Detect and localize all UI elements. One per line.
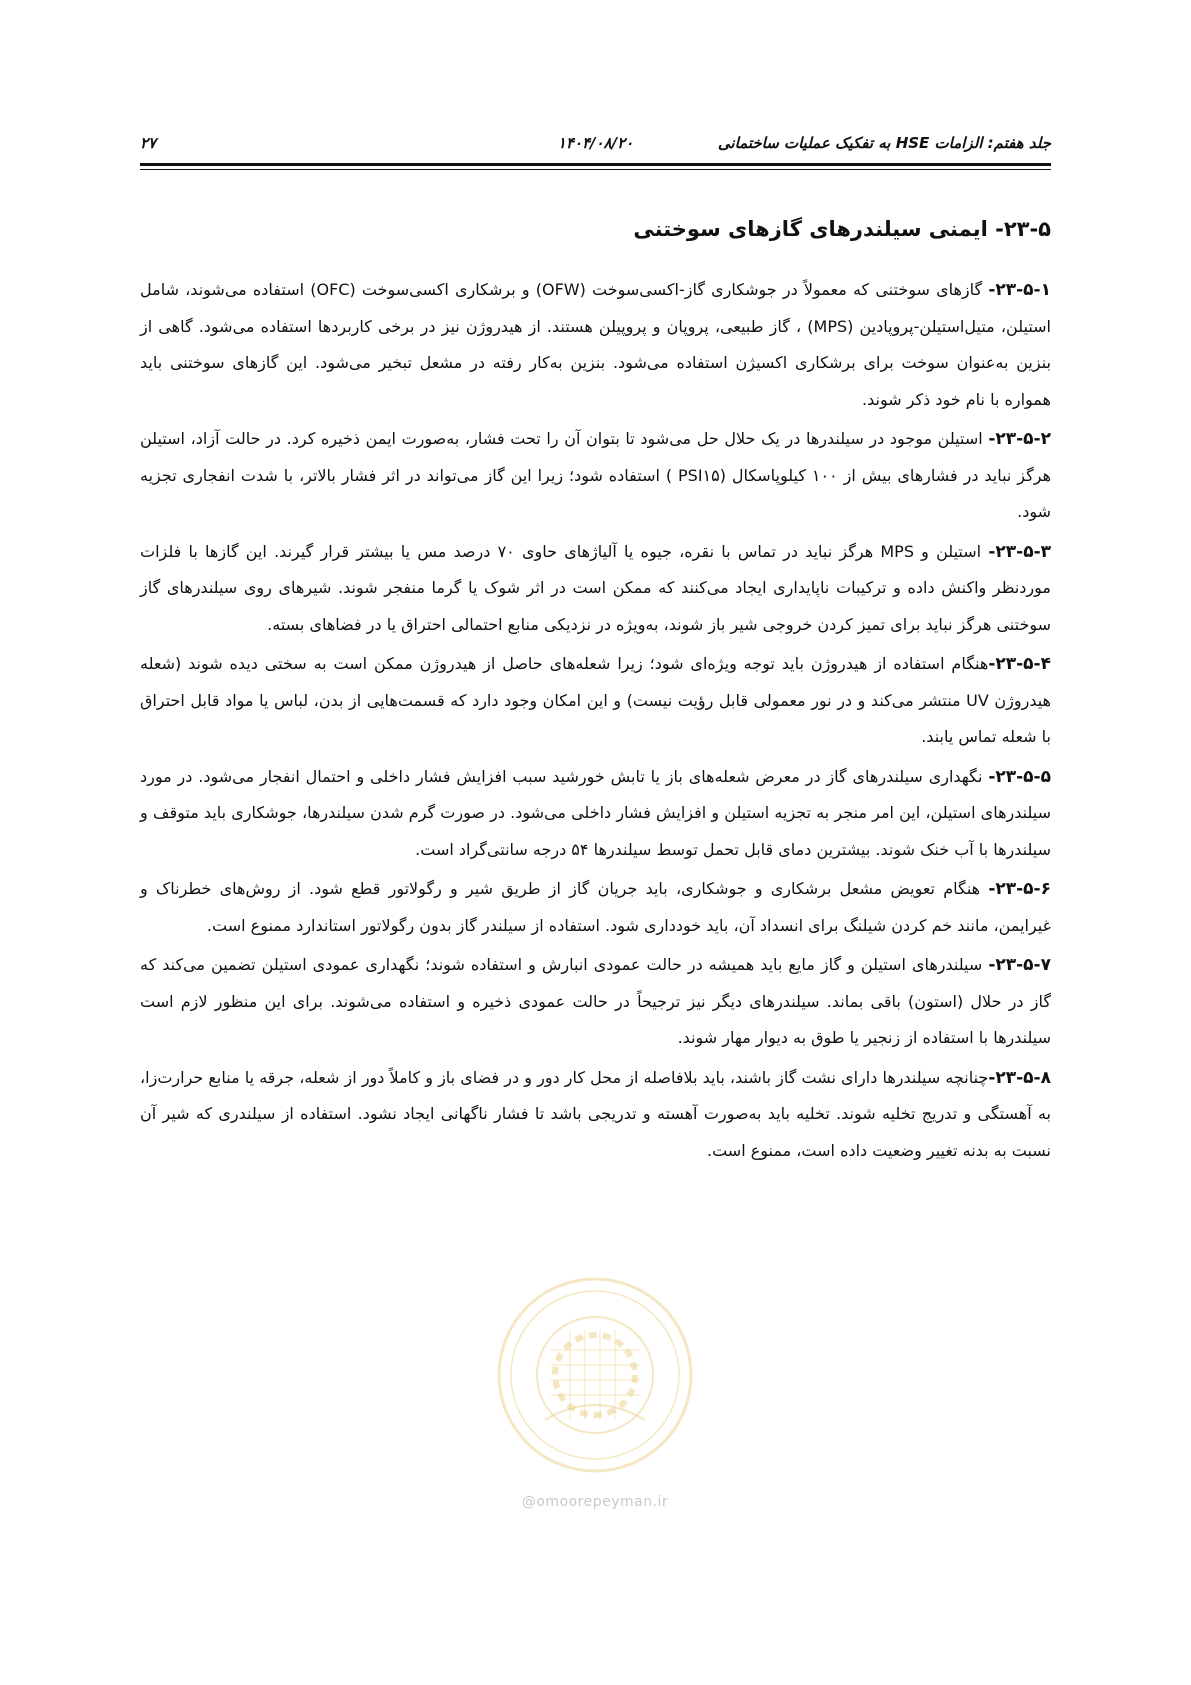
paragraph (140, 947, 1051, 1057)
header-rule-thick (140, 163, 1051, 166)
paragraph (140, 421, 1051, 531)
paragraph-text: استیلن موجود در سیلندرها در یک حلال حل می‌شود تا بتوان آن را تحت فشار، به‌صورت ایمن ذخیره کرد. در حالت آزاد، استیلن هرگز نباید در فشارهای بیش از ۱۰۰ کیلوپاسکال (PSI۱۵ ) استفاده شود؛ زیرا این گاز می‌تواند در اثر فشار بالاتر، با شدت انفجاری تجزیه شود. (140, 429, 1052, 521)
section-title: ۲۳-۵- ایمنی سیلندرهای گازهای سوختنی (633, 217, 1051, 241)
paragraph-number: ۲۳-۵-۳- (988, 541, 1052, 562)
paragraph-text: سیلندرهای استیلن و گاز مایع باید همیشه در حالت عمودی انبارش و استفاده شوند؛ نگهداری عمودی استیلن تضمین می‌کند که گاز در حلال (استون) باقی بماند. سیلندرهای دیگر نیز ترجیحاً در حالت عمودی ذخیره و استفاده می‌شوند. برای این منظور لازم است سیلندرها با استفاده از زنجیر یا طوق به دیوار مهار شوند. (140, 955, 1051, 1047)
header-date: ۱۴۰۴/۰۸/۲۰ (557, 134, 634, 152)
watermark-logo (490, 1270, 700, 1520)
watermark-text: @omoorepeyman.ir (521, 1494, 669, 1510)
paragraph (140, 272, 1051, 418)
watermark-seal-icon (490, 1270, 700, 1490)
paragraph-number: ۲۳-۵-۴- (988, 654, 1051, 674)
page-content (140, 212, 1051, 1172)
paragraph (140, 534, 1051, 644)
page-header (140, 132, 1051, 158)
paragraph-text: نگهداری سیلندرهای گاز در معرض شعله‌های باز یا تابش خورشید سبب افزایش فشار داخلی و احتمال انفجار می‌شود. در مورد سیلندرهای استیلن، این امر منجر به تجزیه استیلن و افزایش فشار داخلی می‌شود. در صورت گرم شدن سیلندرها، جوشکاری باید متوقف و سیلندرها با آب خنک شوند. بیشترین دمای قابل تحمل توسط سیلندرها ۵۴ درجه سانتی‌گراد است. (140, 766, 1051, 859)
paragraph-number: ۲۳-۵-۸- (988, 1067, 1051, 1088)
header-page-number: ۲۷ (140, 134, 157, 152)
paragraph-number: ۲۳-۵-۶- (988, 879, 1051, 899)
paragraph-text: چنانچه سیلندرها دارای نشت گاز باشند، باید بلافاصله از محل کار دور و در فضای باز و کاملاً دور از شعله، جرقه یا منابع حرارت‌زا، به آهستگی و تدریج تخلیه شوند. تخلیه باید به‌صورت آهسته و تدریجی باشد تا فشار ناگهانی ایجاد نشود. استفاده از سیلندری که شیر آن نسبت به بدنه تغییر وضعیت داده است، ممنوع است. (140, 1067, 1051, 1160)
paragraph-number: ۲۳-۵-۷- (988, 955, 1051, 975)
paragraph-text: گازهای سوختنی که معمولاً در جوشکاری گاز-اکسی‌سوخت (OFW) و برشکاری اکسی‌سوخت (OFC) استفاده می‌شوند، شامل استیلن، متیل‌استیلن-پروپادین (MPS) ، گاز طبیعی، پروپان و پروپیلن هستند. از هیدروژن نیز در برخی کاربردها استفاده می‌شود. گاهی از بنزین به‌عنوان سوخت برای برشکاری اکسیژن استفاده می‌شود. بنزین به‌کار رفته در مشعل تبخیر می‌شود. این گازهای سوختنی باید همواره با نام خود ذکر شوند. (140, 280, 1051, 409)
paragraph (140, 646, 1051, 756)
paragraph-text: هنگام استفاده از هیدروژن باید توجه ویژه‌ای شود؛ زیرا شعله‌های حاصل از هیدروژن ممکن است به سختی دیده شوند (شعله هیدروژن UV منتشر می‌کند و در نور معمولی قابل رؤیت نیست) و این امکان وجود دارد که قسمت‌هایی از بدن، لباس یا مواد قابل احتراق با شعله تماس یابند. (140, 654, 1051, 746)
paragraph-number: ۲۳-۵-۵- (988, 766, 1051, 787)
paragraph (140, 759, 1051, 869)
paragraph (140, 871, 1051, 944)
paragraph (140, 1060, 1051, 1170)
paragraph-number: ۲۳-۵-۲- (988, 429, 1051, 449)
paragraph-text: هنگام تعویض مشعل برشکاری و جوشکاری، باید جریان گاز از طریق شیر و رگولاتور قطع شود. از روش‌های خطرناک و غیرایمن، مانند خم کردن شیلنگ برای انسداد آن، باید خودداری شود. استفاده از سیلندر گاز بدون رگولاتور استاندارد ممنوع است. (140, 879, 1051, 935)
paragraph-number: ۲۳-۵-۱- (988, 280, 1051, 300)
header-book-title: جلد هفتم: الزامات HSE به تفکیک عملیات ساختمانی (717, 134, 1051, 152)
paragraph-text: استیلن و MPS هرگز نباید در تماس با نقره، جیوه یا آلیاژهای حاوی ۷۰ درصد مس یا بیشتر قرار گیرند. این گازها با فلزات موردنظر واکنش داده و ترکیبات ناپایداری ایجاد می‌کنند که ممکن است در اثر شوک یا گرما منفجر شوند. شیرهای روی سیلندرهای گاز سوختنی هرگز نباید برای تمیز کردن خروجی شیر باز شوند، به‌ویژه در نزدیکی منابع احتمالی احتراق یا در فضاهای بسته. (140, 541, 1051, 634)
header-rule-thin (140, 169, 1051, 170)
